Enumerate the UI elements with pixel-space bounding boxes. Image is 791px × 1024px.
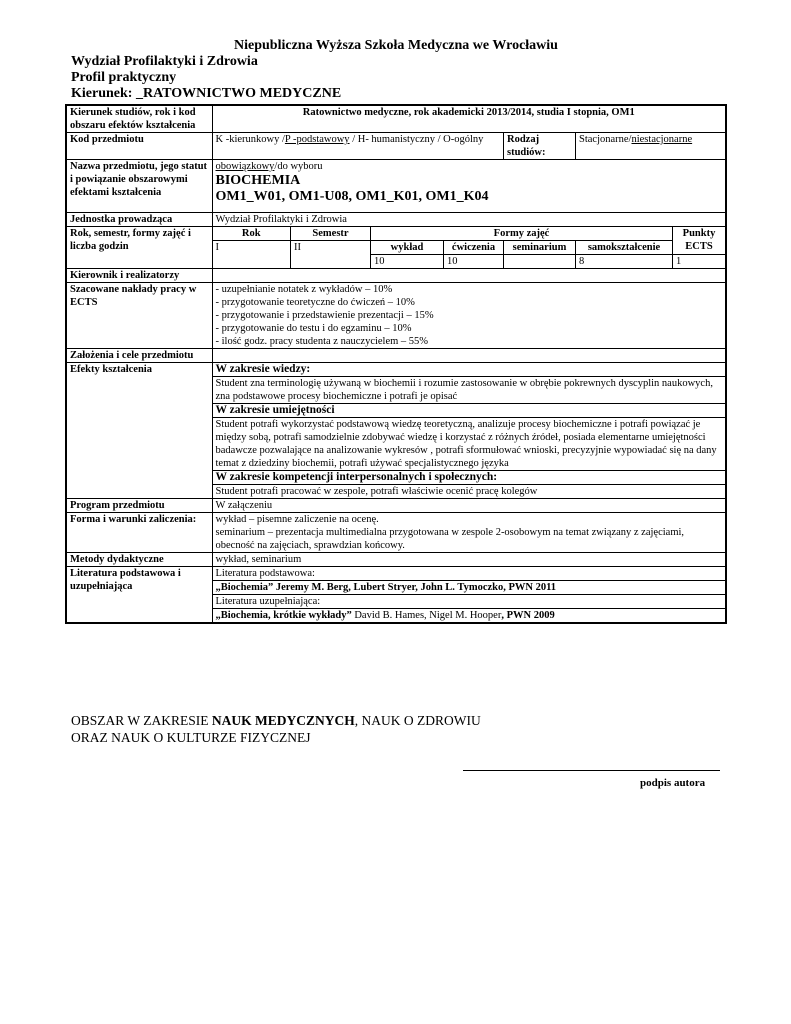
nazwa-value: obowiązkowy/do wyboru BIOCHEMIA OM1_W01, OM1-U08, OM1_K01, OM1_K04 bbox=[212, 160, 726, 213]
faculty-name: Wydział Profilaktyki i Zdrowia bbox=[71, 54, 258, 69]
kierownik-value bbox=[212, 269, 726, 283]
direction-label: Kierunek: bbox=[71, 86, 136, 101]
list-item: - przygotowanie teoretyczne do ćwiczeń – 10% bbox=[215, 297, 415, 308]
subject-codes: OM1_W01, OM1-U08, OM1_K01, OM1_K04 bbox=[215, 189, 489, 204]
efekty-label: Efekty kształcenia bbox=[66, 363, 212, 499]
val-samoksztalcenie: 8 bbox=[576, 255, 673, 269]
direction-value: _RATOWNICTWO MEDYCZNE bbox=[135, 86, 342, 101]
jednostka-label: Jednostka prowadząca bbox=[66, 213, 212, 227]
list-item: - uzupełnianie notatek z wykładów – 10% bbox=[215, 284, 393, 295]
direction-line bbox=[71, 86, 721, 102]
list-item: - ilość godz. pracy studenta z nauczycielem – 55% bbox=[215, 336, 429, 347]
list-item: - przygotowanie i przedstawienie prezentacji – 15% bbox=[215, 310, 434, 321]
naklady-label: Szacowane nakłady pracy w ECTS bbox=[66, 283, 212, 349]
document-header bbox=[71, 38, 721, 102]
row-forma bbox=[66, 513, 726, 553]
wiedza-text: Student zna terminologię używaną w biochemii i rozumie zastosowanie w obrębie pokrewnych dyscyplin naukowych, zna podstawowe procesy biochemiczne i potrafi je opisać bbox=[213, 377, 726, 404]
komp-head: W zakresie kompetencji interpersonalnych i społecznych: bbox=[213, 471, 726, 485]
lit-uzup-head: Literatura uzupełniająca: bbox=[213, 595, 726, 609]
university-name: Niepubliczna Wyższa Szkoła Medyczna we Wrocławiu bbox=[234, 38, 558, 53]
sub-wyklad: wykład bbox=[371, 241, 444, 255]
program-label: Program przedmiotu bbox=[66, 499, 212, 513]
umiej-text: Student potrafi wykorzystać podstawową wiedzę teoretyczną, analizuje procesy biochemiczne i potrafi powiązać je między sobą, potrafi samodzielnie zdobywać wiedzę i korzystać z różnych źródeł, posiada elementarne umiejętności badawcze pozwalające na analizowanie wykresów , potrafi sformułować wnioski, precyzyjnie wypowiadać się na dany temat z dziedziny biochemii, potrafi używać specjalistycznego języka bbox=[213, 418, 726, 471]
row-literatura bbox=[66, 567, 726, 624]
hours-table bbox=[213, 227, 726, 268]
col-punkty: Punkty ECTS bbox=[673, 227, 726, 255]
lit-value bbox=[212, 567, 726, 624]
row-metody bbox=[66, 553, 726, 567]
forma-label: Forma i warunki zaliczenia: bbox=[66, 513, 212, 553]
zalozenia-value bbox=[212, 349, 726, 363]
val-seminarium bbox=[504, 255, 576, 269]
col-formy: Formy zajęć bbox=[371, 227, 673, 241]
col-semestr: Semestr bbox=[291, 227, 371, 241]
row-kod bbox=[66, 133, 726, 160]
kod-value: K -kierunkowy /P -podstawowy / H- humanistyczny / O-ogólny bbox=[213, 133, 504, 159]
row-efekty bbox=[66, 363, 726, 499]
row-nazwa bbox=[66, 160, 726, 213]
row-program bbox=[66, 499, 726, 513]
kierownik-label: Kierownik i realizatorzy bbox=[66, 269, 212, 283]
syllabus-table bbox=[65, 104, 727, 624]
rodzaj-value: Stacjonarne/niestacjonarne bbox=[576, 133, 726, 159]
wiedza-head: W zakresie wiedzy: bbox=[213, 363, 726, 377]
kod-label: Kod przedmiotu bbox=[66, 133, 212, 160]
zalozenia-label: Założenia i cele przedmiotu bbox=[66, 349, 212, 363]
lit-uzup-text: „Biochemia, krótkie wykłady” David B. Hames, Nigel M. Hooper, PWN 2009 bbox=[215, 610, 555, 621]
col-rok: Rok bbox=[213, 227, 291, 241]
efekty-value bbox=[212, 363, 726, 499]
row-naklady bbox=[66, 283, 726, 349]
val-semestr: II bbox=[291, 241, 371, 269]
signature-line bbox=[463, 770, 720, 771]
row-jednostka bbox=[66, 213, 726, 227]
row-zalozenia bbox=[66, 349, 726, 363]
profile-name: Profil praktyczny bbox=[71, 70, 177, 85]
program-value: W załączeniu bbox=[212, 499, 726, 513]
list-item: - przygotowanie do testu i do egzaminu – 10% bbox=[215, 323, 412, 334]
metody-value: wykład, seminarium bbox=[212, 553, 726, 567]
rok-label: Rok, semestr, formy zajęć i liczba godzin bbox=[66, 227, 212, 269]
val-wyklad: 10 bbox=[371, 255, 444, 269]
row-kierownik bbox=[66, 269, 726, 283]
forma-value: wykład – pisemne zaliczenie na ocenę. seminarium – prezentacja multimedialna przygotowana w zespole 2-osobowym na temat związany z zajęciami, obecność na zajęciach, sprawdzian końcowy. bbox=[212, 513, 726, 553]
rodzaj-label: Rodzaj studiów: bbox=[504, 133, 576, 159]
nazwa-label: Nazwa przedmiotu, jego statut i powiązanie obszarowymi efektami kształcenia bbox=[66, 160, 212, 213]
kierunek-value: Ratownictwo medyczne, rok akademicki 2013/2014, studia I stopnia, OM1 bbox=[212, 105, 726, 133]
lit-podst-head: Literatura podstawowa: bbox=[213, 567, 726, 581]
umiej-head: W zakresie umiejętności bbox=[213, 404, 726, 418]
signature-label: podpis autora bbox=[640, 777, 706, 789]
val-cwiczenia: 10 bbox=[444, 255, 504, 269]
naklady-list bbox=[212, 283, 726, 349]
row-hours bbox=[66, 227, 726, 269]
val-ects: 1 bbox=[673, 255, 726, 269]
val-rok: I bbox=[213, 241, 291, 269]
row-kierunek bbox=[66, 105, 726, 133]
lit-podst-text: „Biochemia” Jeremy M. Berg, Lubert Stryer, John L. Tymoczko, PWN 2011 bbox=[213, 581, 726, 595]
sub-samoksztalcenie: samokształcenie bbox=[576, 241, 673, 255]
area-footer: OBSZAR W ZAKRESIE NAUK MEDYCZNYCH, NAUK O ZDROWIU ORAZ NAUK O KULTURZE FIZYCZNEJ bbox=[71, 713, 481, 745]
sub-cwiczenia: ćwiczenia bbox=[444, 241, 504, 255]
jednostka-value: Wydział Profilaktyki i Zdrowia bbox=[212, 213, 726, 227]
komp-text: Student potrafi pracować w zespole, potrafi właściwie ocenić pracę kolegów bbox=[215, 486, 538, 497]
kierunek-label: Kierunek studiów, rok i kod obszaru efektów kształcenia bbox=[66, 105, 212, 133]
sub-seminarium: seminarium bbox=[504, 241, 576, 255]
metody-label: Metody dydaktyczne bbox=[66, 553, 212, 567]
subject-title: BIOCHEMIA bbox=[215, 173, 301, 188]
lit-label: Literatura podstawowa i uzupełniająca bbox=[66, 567, 212, 624]
